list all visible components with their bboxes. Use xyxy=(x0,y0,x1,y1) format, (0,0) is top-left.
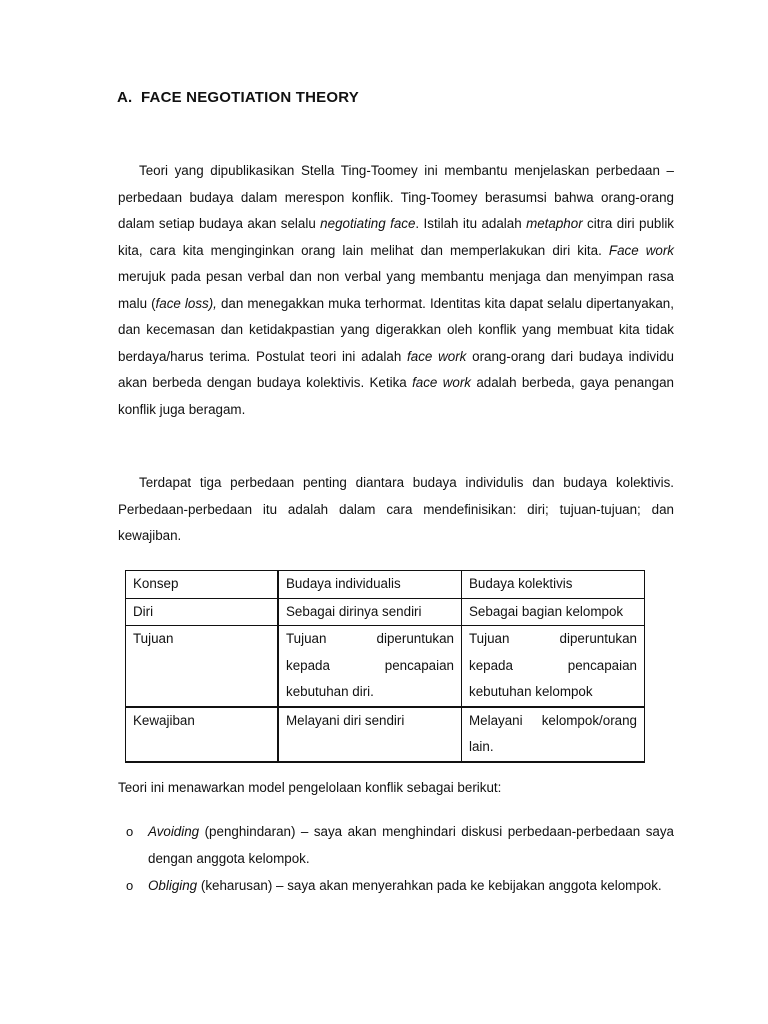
table-header-row xyxy=(126,571,645,599)
table-cell: Tujuan diperuntukan kepada pencapaian kebutuhan diri. xyxy=(278,626,462,707)
text-run: . Istilah itu adalah xyxy=(415,216,527,231)
list-item xyxy=(118,872,674,899)
table-header-cell: Budaya individualis xyxy=(278,571,462,599)
paragraph-intro xyxy=(118,158,674,423)
table-cell: Melayani diri sendiri xyxy=(278,707,462,762)
table-cell: Sebagai bagian kelompok xyxy=(462,598,645,626)
section-heading xyxy=(117,89,359,106)
table-row xyxy=(126,598,645,626)
text-run: dan menegakkan muka terhormat. Identitas kita dapat selalu dipertanyakan, dan kecemasan dan ketidakpastian yang digerakkan oleh konflik yang membuat kita tidak berdaya/harus terima. Postulat teori ini adalah xyxy=(118,295,674,364)
table-header-cell: Konsep xyxy=(126,571,279,599)
bullet-icon: o xyxy=(126,878,134,893)
models-intro: Teori ini menawarkan model pengelolaan konflik sebagai berikut: xyxy=(118,780,502,795)
table-header-cell: Budaya kolektivis xyxy=(462,571,645,599)
model-description: (keharusan) – saya akan menyerahkan pada ke kebijakan anggota kelompok. xyxy=(197,878,662,893)
section-number: A. xyxy=(117,89,133,106)
text-run: adalah berbeda, gaya penangan konflik juga beragam. xyxy=(118,375,675,417)
model-description: (penghindaran) – saya akan menghindari diskusi perbedaan-perbedaan saya dengan anggota kelompok. xyxy=(148,824,674,866)
conflict-model-list xyxy=(118,818,674,899)
table-cell: Sebagai dirinya sendiri xyxy=(278,598,462,626)
text-run: Teori yang dipublikasikan Stella Ting-Toomey ini membantu menjelaskan perbedaan –perbedaan budaya dalam merespon konflik. Ting-Toomey berasumsi bahwa orang-orang dalam setiap budaya akan selalu xyxy=(118,163,674,231)
bullet-icon: o xyxy=(126,824,134,839)
table-row xyxy=(126,707,645,762)
table-cell: Kewajiban xyxy=(126,707,279,762)
model-term: Avoiding xyxy=(148,824,200,839)
text-run-italic: face work xyxy=(412,375,471,390)
text-run-italic: negotiating face xyxy=(320,216,416,231)
model-term: Obliging xyxy=(148,878,198,893)
text-run-italic: face work xyxy=(407,348,467,364)
text-run-italic: face loss), xyxy=(155,295,217,311)
text-run: merujuk pada pesan verbal dan non verbal yang membantu menjaga dan menyimpan rasa malu ( xyxy=(118,269,674,311)
paragraph-differences: Terdapat tiga perbedaan penting diantara budaya individulis dan budaya kolektivis. Perbedaan-perbedaan itu adalah dalam cara mendefinisikan: diri; tujuan-tujuan; dan kewajiban. xyxy=(118,475,674,543)
text-run-italic: metaphor xyxy=(526,216,583,231)
text-run: citra diri publik kita, cara kita menginginkan orang lain melihat dan memperlakukan diri kita. xyxy=(118,216,674,258)
table-cell: Tujuan diperuntukan kepada pencapaian kebutuhan kelompok xyxy=(462,626,645,707)
text-run: orang-orang dari budaya individu akan berbeda dengan budaya kolektivis. Ketika xyxy=(118,348,674,390)
comparison-table xyxy=(125,570,645,763)
text-run-italic: Face work xyxy=(608,242,675,258)
section-title: FACE NEGOTIATION THEORY xyxy=(141,89,359,106)
table-row xyxy=(126,626,645,707)
table-cell: Melayani kelompok/orang lain. xyxy=(462,707,645,762)
table-cell: Tujuan xyxy=(126,626,279,707)
list-item xyxy=(118,818,674,872)
table-cell: Diri xyxy=(126,598,279,626)
